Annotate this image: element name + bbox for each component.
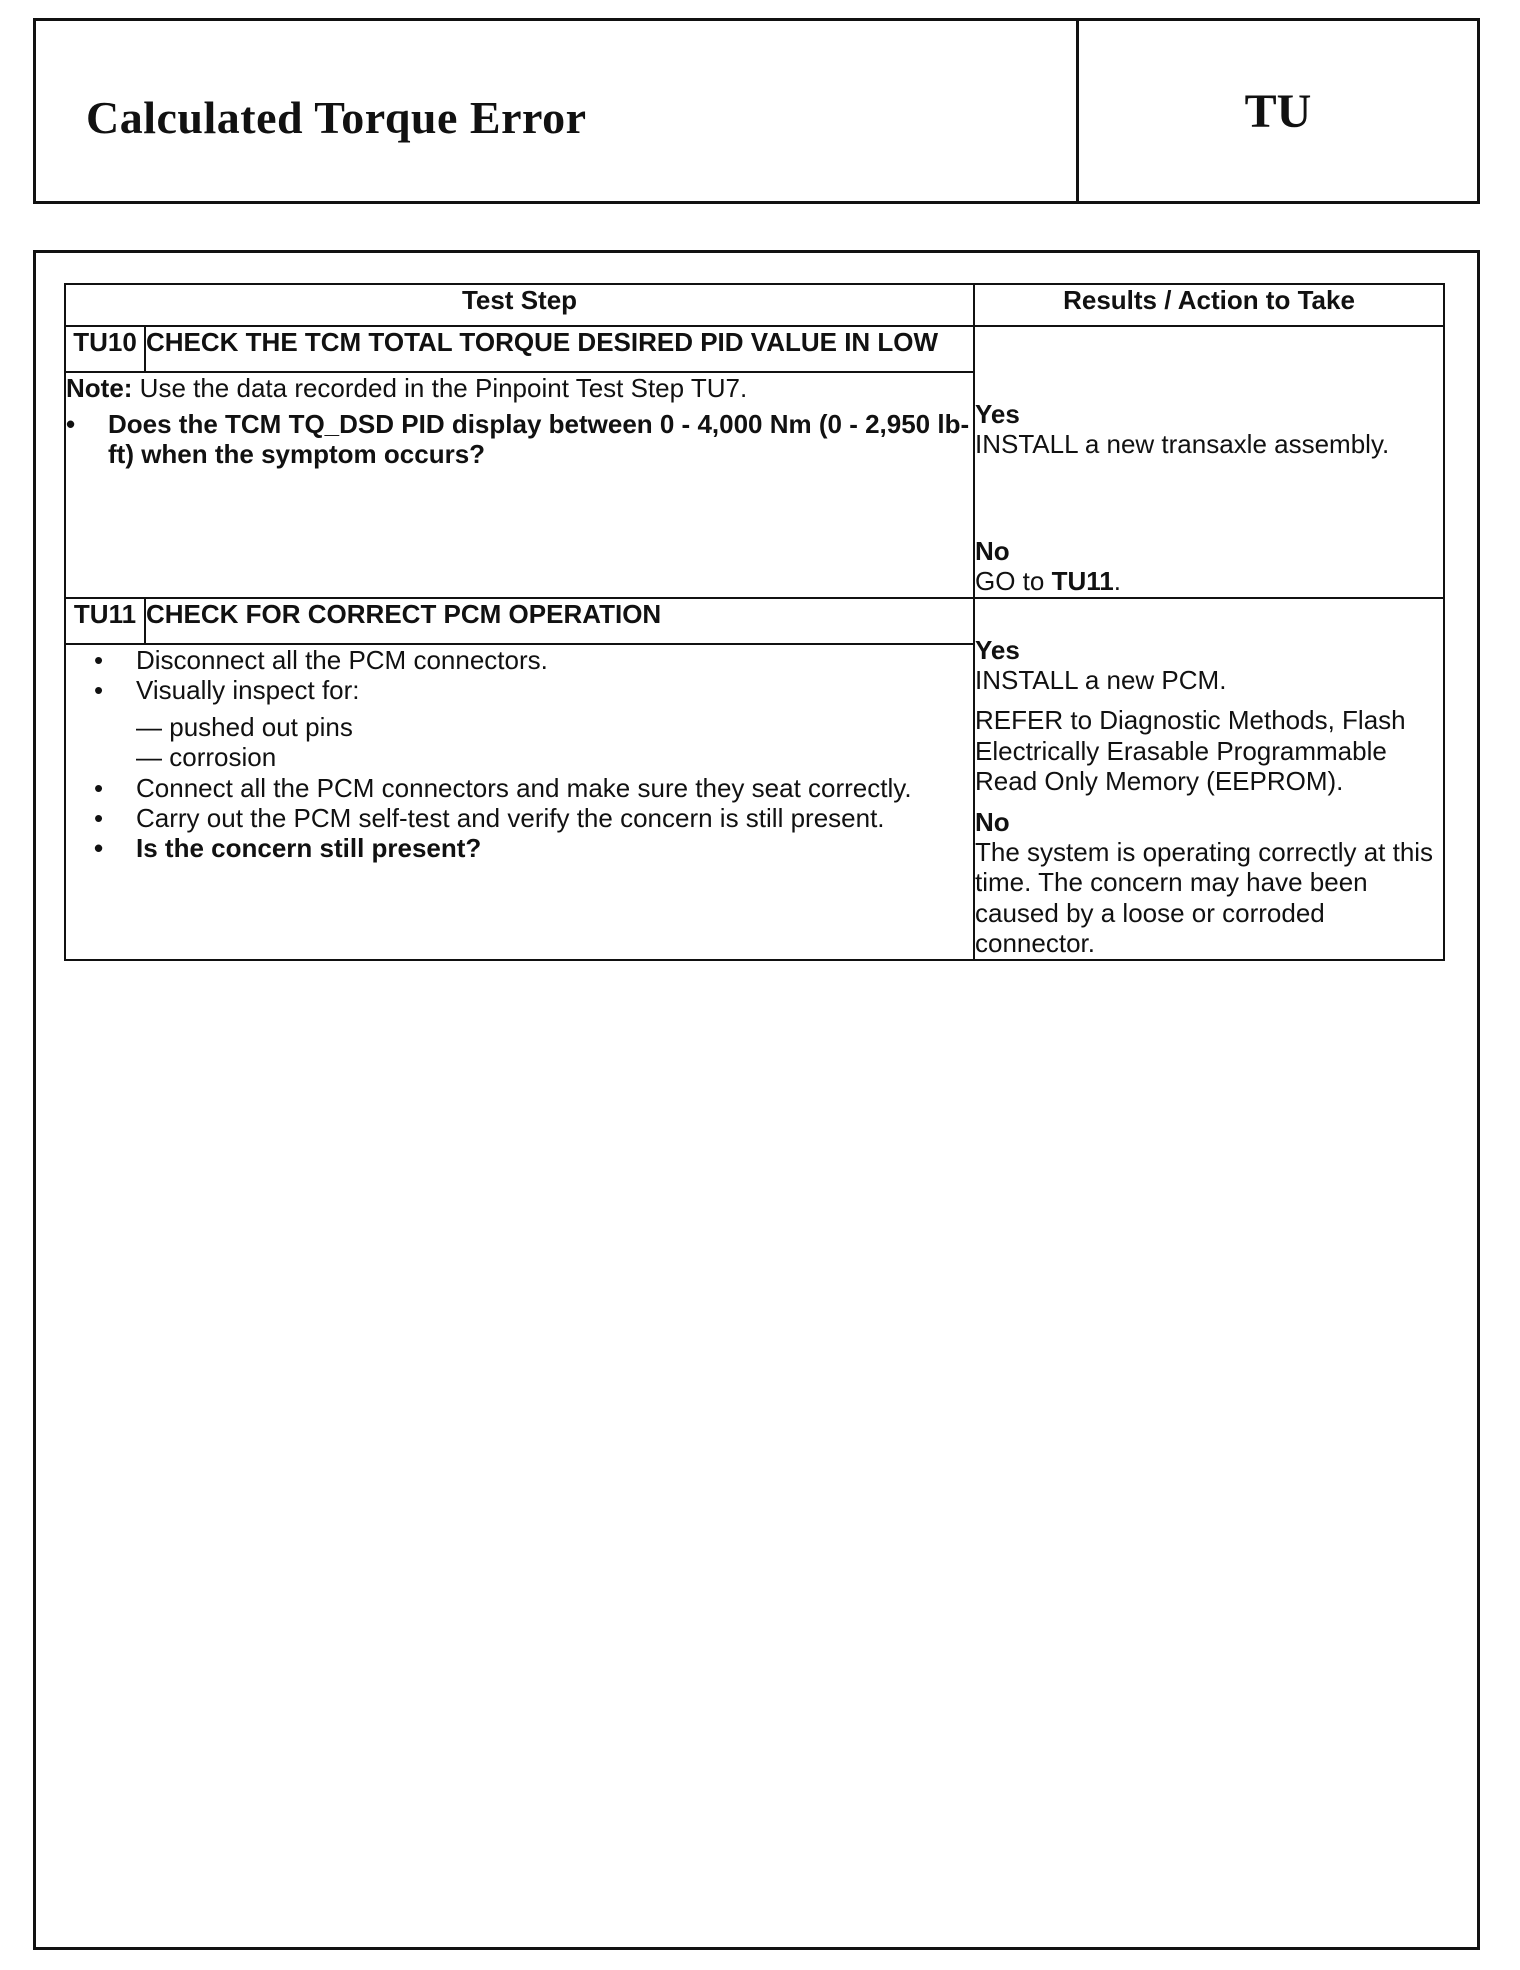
result-cell — [974, 326, 1444, 598]
step-list — [66, 409, 973, 470]
step-id: TU10 — [65, 326, 145, 372]
pinpoint-test-table — [64, 283, 1445, 961]
no-label: No — [975, 535, 1010, 566]
note-label: Note: — [66, 372, 133, 403]
list-item: • Visually inspect for: — [94, 675, 973, 705]
step-list — [66, 645, 973, 706]
section-code: TU — [1244, 84, 1312, 138]
note — [66, 373, 973, 403]
page-title: Calculated Torque Error — [86, 92, 587, 143]
list-item: — corrosion — [136, 742, 973, 772]
note-text: Use the data recorded in the Pinpoint Test Step TU7. — [132, 372, 748, 403]
sub-list — [66, 712, 973, 773]
step-list — [66, 773, 973, 864]
list-item: • Disconnect all the PCM connectors. — [94, 645, 973, 675]
step-title-row — [65, 598, 1444, 644]
yes-label: Yes — [975, 634, 1020, 665]
yes-label: Yes — [975, 399, 1020, 429]
step-question: • Is the concern still present? — [94, 833, 973, 863]
result-cell — [974, 598, 1444, 960]
step-title: CHECK FOR CORRECT PCM OPERATION — [145, 598, 974, 644]
list-item: • Connect all the PCM connectors and make sure they seat correctly. — [94, 773, 973, 803]
header-box — [33, 18, 1480, 204]
yes-action: INSTALL a new transaxle assembly. — [975, 429, 1390, 460]
yes-action: INSTALL a new PCM. — [975, 665, 1227, 696]
no-action: GO to TU11. — [975, 566, 1121, 597]
no-label: No — [975, 806, 1010, 837]
table-header-row — [65, 284, 1444, 326]
step-question: • Does the TCM TQ_DSD PID display between 0 - 4,000 Nm (0 - 2,950 lb-ft) when the symptom occurs? — [66, 409, 973, 470]
step-title-row — [65, 326, 1444, 372]
step-id: TU11 — [65, 598, 145, 644]
step-body — [65, 644, 974, 960]
list-item: • Carry out the PCM self-test and verify the concern is still present. — [94, 803, 973, 833]
col-head-test-step: Test Step — [65, 284, 974, 326]
list-item: — pushed out pins — [136, 712, 973, 742]
yes-refer: REFER to Diagnostic Methods, Flash Electrically Erasable Programmable Read Only Memory (EEPROM). — [975, 705, 1406, 797]
no-action: The system is operating correctly at this time. The concern may have been caused by a loose or corroded connector. — [975, 837, 1434, 959]
step-title: CHECK THE TCM TOTAL TORQUE DESIRED PID VALUE IN LOW — [145, 326, 974, 372]
step-body — [65, 372, 974, 598]
col-head-results: Results / Action to Take — [974, 284, 1444, 326]
step-link[interactable]: TU11 — [1051, 566, 1114, 597]
